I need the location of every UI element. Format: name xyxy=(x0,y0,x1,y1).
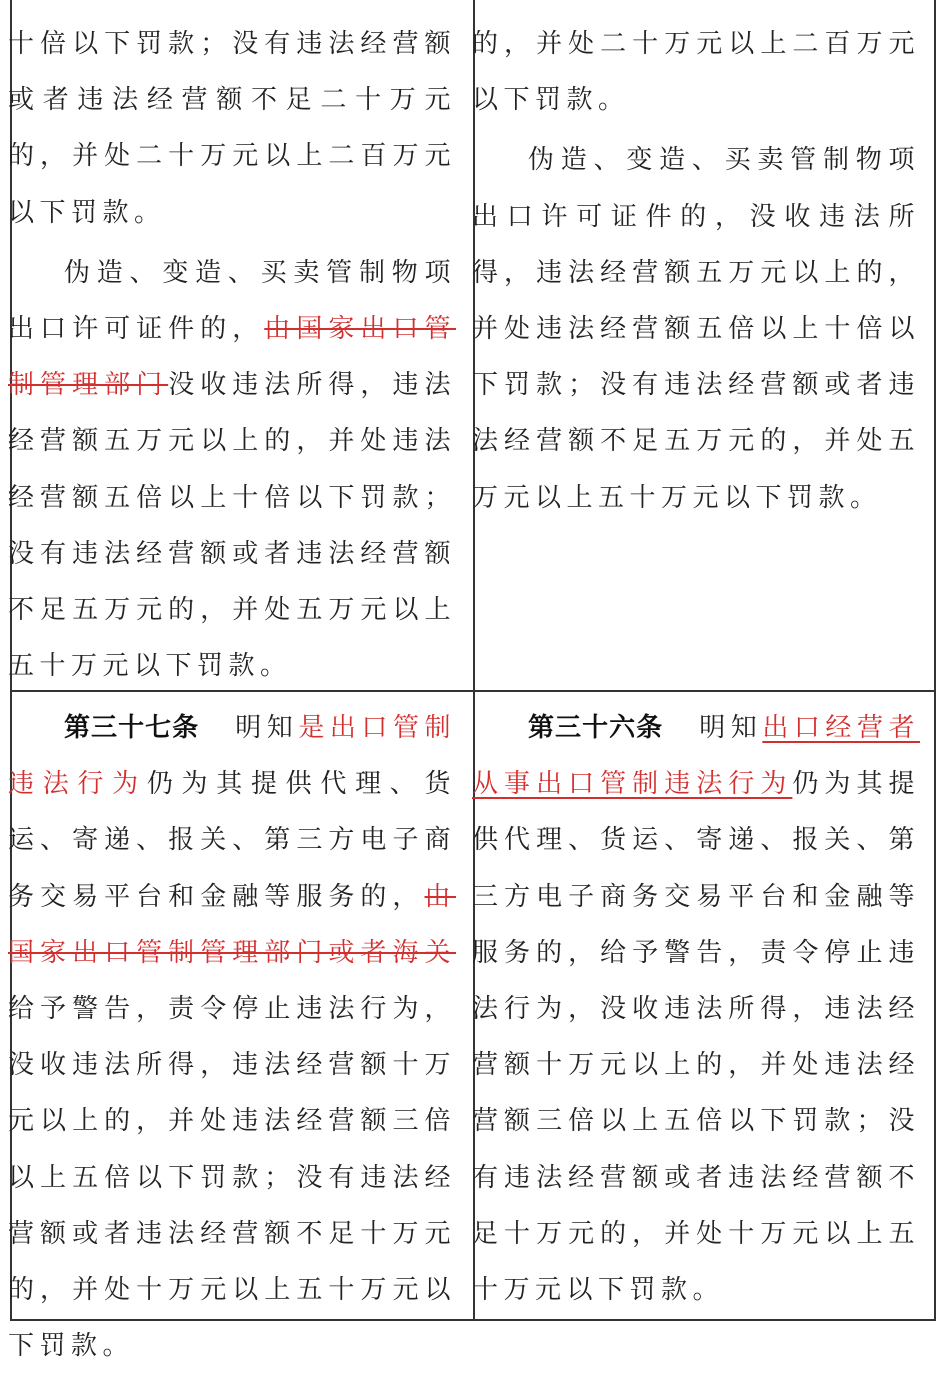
revised-text: 是出口管制违法行为 xyxy=(8,713,456,800)
deleted-text: 由国家出口管制管理部门 xyxy=(8,314,456,401)
paragraph: 十倍以下罚款；没有违法经营额或者违法经营额不足二十万元的，并处二十万元以上二百万元以下罚款。 xyxy=(8,29,456,228)
cell-old-article-37 xyxy=(8,696,456,1362)
paragraph-forgery: 伪造、变造、买卖管制物项出口许可证件的，没收违法所得，违法经营额五万元以上的，并处违法经营额五倍以上十倍以下罚款；没有违法经营额或者违法经营额不足五万元的，并处五万元以上五十万元以下罚款。 xyxy=(472,145,920,513)
text: 仍为其提供代理、货运、寄递、报关、第三方电子商务交易平台和金融等服务的，给予警告，责令停止违法行为，没收违法所得，违法经营额十万元以上的，并处违法经营额三倍以上五倍以下罚款；没有违法经营额或者违法经营额不足十万元的，并处十万元以上五十万元以下罚款。 xyxy=(472,769,920,1306)
text: 没收违法所得，违法经营额五万元以上的，并处违法经营额五倍以上十倍以下罚款；没有违法经营额或者违法经营额不足五万元的，并处五万元以上五十万元以下罚款。 xyxy=(8,370,456,682)
deleted-text: 由国家出口管制管理部门或者海关 xyxy=(8,881,456,968)
cell-old-continued xyxy=(8,16,456,686)
text: 仍为其提供代理、货运、寄递、报关、第三方电子商务交易平台和金融等服务的， xyxy=(8,769,456,912)
article-number: 第三十六条 xyxy=(528,713,664,743)
inserted-text: 出口经营者从事出口管制违法行为 xyxy=(472,713,920,800)
cell-new-article-36 xyxy=(472,696,920,1316)
paragraph-article xyxy=(8,700,456,1374)
text: 伪造、变造、买卖管制物项出口许可证件的， xyxy=(8,257,456,345)
text: 给予警告，责令停止违法行为，没收违法所得，违法经营额十万元以上的，并处违法经营额三倍以上五倍以下罚款；没有违法经营额或者违法经营额不足十万元的，并处十万元以上五十万元以下罚款。 xyxy=(8,994,456,1362)
text: 明知 xyxy=(699,713,763,743)
paragraph: 的，并处二十万元以上二百万元以下罚款。 xyxy=(472,29,920,116)
article-number: 第三十七条 xyxy=(64,713,200,743)
text: 明知 xyxy=(235,713,299,743)
paragraph-article xyxy=(472,700,920,1318)
paragraph-forgery xyxy=(8,245,456,695)
cell-new-continued xyxy=(472,16,920,686)
